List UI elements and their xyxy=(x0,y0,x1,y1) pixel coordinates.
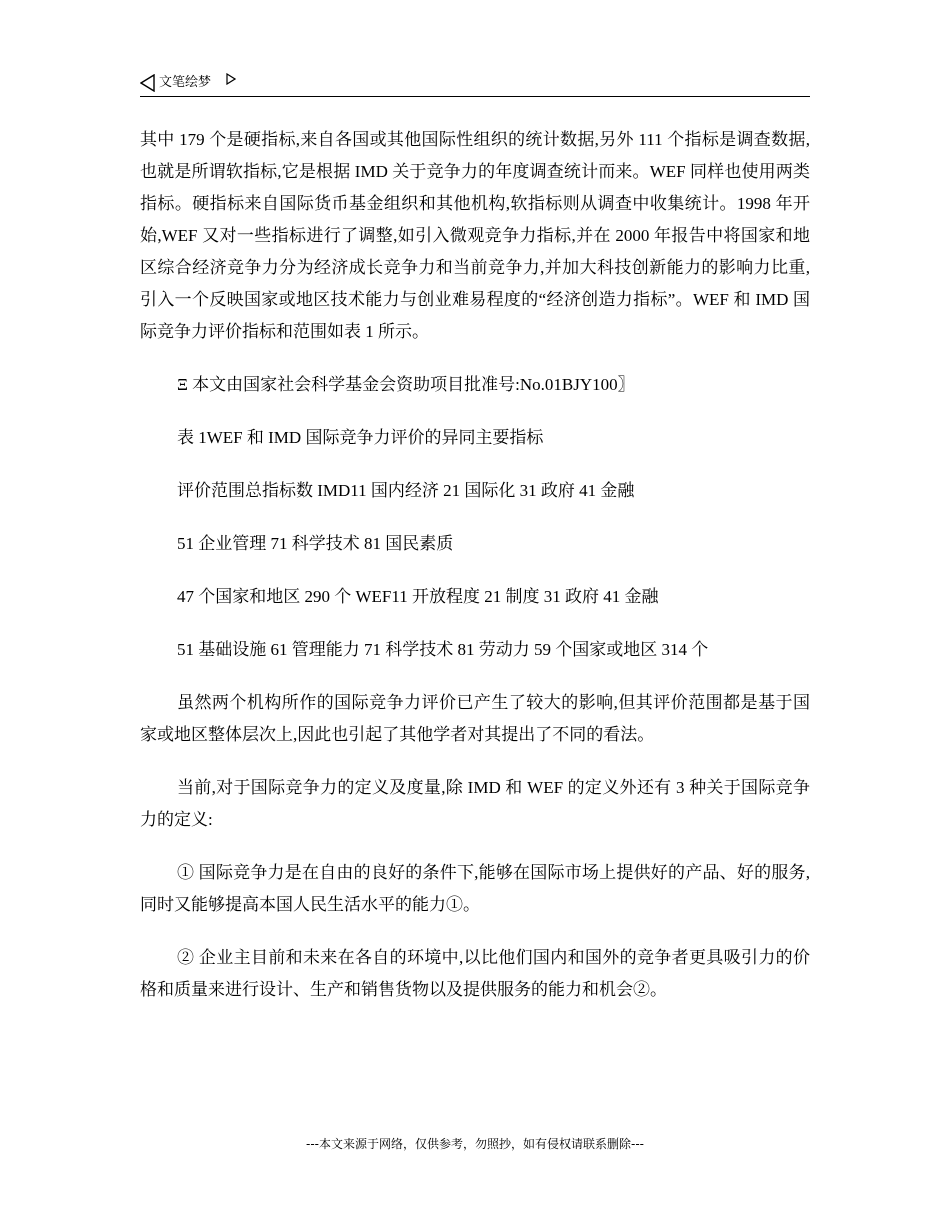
funding-note: Ξ 本文由国家社会科学基金会资助项目批准号:No.01BJY100〗 xyxy=(177,375,635,394)
triangle-left-icon xyxy=(140,74,156,92)
paragraph-evaluation-scope: 虽然两个机构所作的国际竞争力评价已产生了较大的影响,但其评价范围都是基于国家或地区整体层次上,因此也引起了其他学者对其提出了不同的看法。 xyxy=(140,693,810,744)
document-body xyxy=(140,124,810,1027)
table-line: 47 个国家和地区 290 个 WEF11 开放程度 21 制度 31 政府 41 金融 xyxy=(177,587,659,606)
table-line: 评价范围总指标数 IMD11 国内经济 21 国际化 31 政府 41 金融 xyxy=(177,481,635,500)
table-caption: 表 1WEF 和 IMD 国际竞争力评价的异同主要指标 xyxy=(177,428,544,447)
definition-item: ① 国际竞争力是在自由的良好的条件下,能够在国际市场上提供好的产品、好的服务,同时又能够提高本国人民生活水平的能力①。 xyxy=(140,863,810,914)
paragraph-indicators: 其中 179 个是硬指标,来自各国或其他国际性组织的统计数据,另外 111 个指标是调查数据,也就是所谓软指标,它是根据 IMD 关于竞争力的年度调查统计而来。WEF 同样也使用两类指标。硬指标来自国际货币基金组织和其他机构,软指标则从调查中收集统计。1998 年开始,WEF 又对一些指标进行了调整,如引入微观竞争力指标,并在 2000 年报告中将国家和地区综合经济竞争力分为经济成长竞争力和当前竞争力,并加大科技创新能力的影响力比重,引入一个反映国家或地区技术能力与创业难易程度的“经济创造力指标”。WEF 和 IMD 国际竞争力评价指标和范围如表 1 所示。 xyxy=(140,130,810,341)
footer-disclaimer: ---本文来源于网络，仅供参考，勿照抄，如有侵权请联系删除--- xyxy=(306,1137,644,1151)
triangle-right-icon xyxy=(226,73,236,85)
table-line: 51 企业管理 71 科学技术 81 国民素质 xyxy=(177,534,454,553)
table-line: 51 基础设施 61 管理能力 71 科学技术 81 劳动力 59 个国家或地区 314 个 xyxy=(177,640,709,659)
paragraph-definitions-intro: 当前,对于国际竞争力的定义及度量,除 IMD 和 WEF 的定义外还有 3 种关于国际竞争力的定义: xyxy=(140,778,810,829)
header-title: 文笔绘梦 xyxy=(159,75,212,90)
definition-item: ② 企业主目前和未来在各自的环境中,以比他们国内和国外的竞争者更具吸引力的价格和质量来进行设计、生产和销售货物以及提供服务的能力和机会②。 xyxy=(140,948,810,999)
page-header xyxy=(140,72,810,97)
